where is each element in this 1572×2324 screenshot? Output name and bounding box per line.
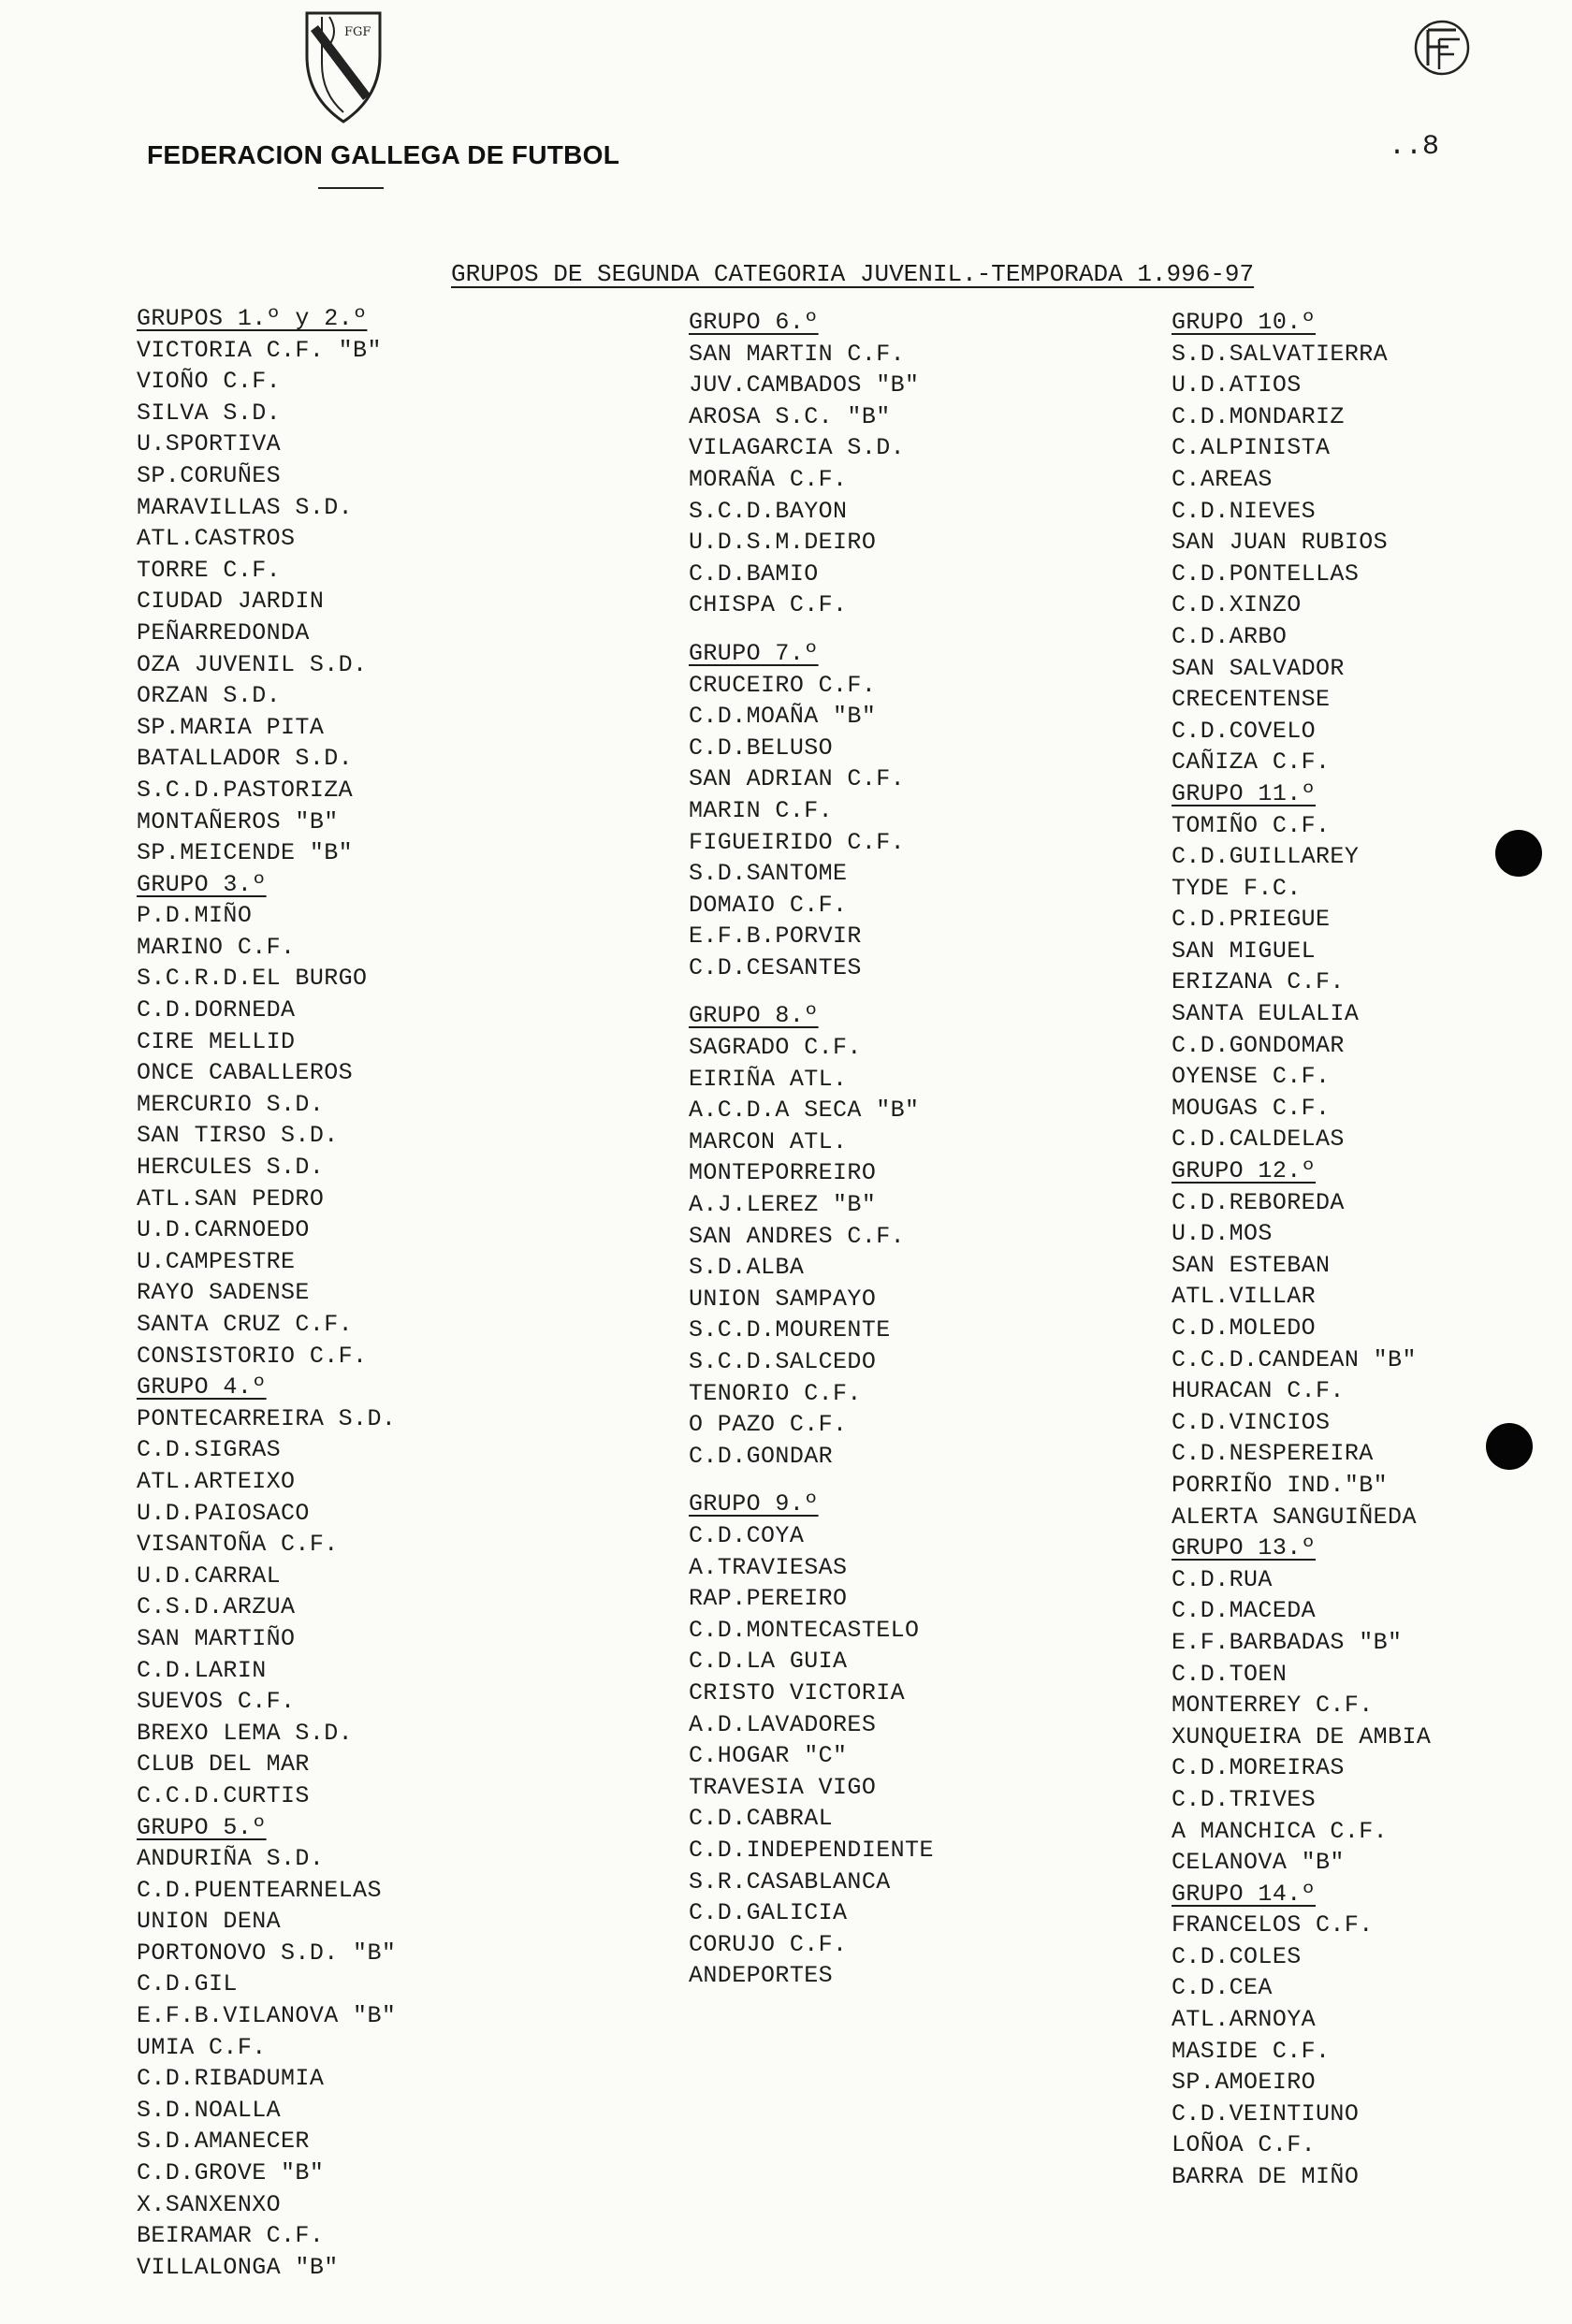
federation-shield-icon: [301, 7, 386, 127]
team-entry: FIGUEIRIDO C.F.: [689, 828, 906, 856]
team-entry: CAÑIZA C.F.: [1172, 748, 1331, 777]
team-entry: C.D.CEA: [1172, 1974, 1273, 2002]
team-entry: C.D.VINCIOS: [1172, 1408, 1331, 1436]
group-title: GRUPO 13.º: [1172, 1534, 1317, 1562]
team-entry: TRAVESIA VIGO: [689, 1773, 877, 1801]
team-entry: CELANOVA "B": [1172, 1849, 1345, 1877]
team-entry: SILVA S.D.: [137, 399, 282, 427]
team-entry: OZA JUVENIL S.D.: [137, 650, 368, 678]
team-entry: SAN MARTIN C.F.: [689, 340, 906, 368]
group-title: GRUPO 10.º: [1172, 309, 1317, 336]
group-title: GRUPO 7.º: [689, 639, 819, 667]
team-entry: S.C.D.PASTORIZA: [137, 776, 354, 804]
team-entry: ANDURIÑA S.D.: [137, 1845, 325, 1873]
team-entry: SAN SALVADOR: [1172, 654, 1345, 682]
team-entry: MARIN C.F.: [689, 796, 834, 824]
team-entry: U.D.CARRAL: [137, 1561, 282, 1590]
team-entry: TOMIÑO C.F.: [1172, 811, 1331, 839]
team-entry: PONTECARREIRA S.D.: [137, 1404, 397, 1432]
team-entry: TORRE C.F.: [137, 556, 282, 584]
group-11: [1172, 778, 1431, 1155]
team-entry: VISANTOÑA C.F.: [137, 1531, 339, 1559]
team-entry: UNION SAMPAYO: [689, 1285, 877, 1313]
team-entry: A.C.D.A SECA "B": [689, 1097, 920, 1125]
team-entry: U.D.S.M.DEIRO: [689, 529, 877, 557]
group-12: [1172, 1155, 1431, 1532]
team-entry: PEÑARREDONDA: [137, 618, 310, 646]
team-entry: ERIZANA C.F.: [1172, 968, 1345, 996]
team-entry: ATL.VILLAR: [1172, 1283, 1317, 1311]
team-entry: S.D.SANTOME: [689, 860, 848, 888]
team-entry: C.D.TOEN: [1172, 1660, 1288, 1688]
team-entry: C.D.PRIEGUE: [1172, 906, 1331, 934]
team-entry: BREXO LEMA S.D.: [137, 1719, 354, 1747]
group-10: [1172, 307, 1431, 778]
team-entry: ANDEPORTES: [689, 1962, 834, 1990]
team-entry: C.S.D.ARZUA: [137, 1593, 296, 1621]
team-entry: C.D.SIGRAS: [137, 1436, 282, 1464]
team-entry: VILLALONGA "B": [137, 2253, 339, 2281]
team-entry: C.D.VEINTIUNO: [1172, 2099, 1360, 2128]
team-entry: C.ALPINISTA: [1172, 434, 1331, 462]
team-entry: SAGRADO C.F.: [689, 1034, 862, 1062]
team-entry: SAN ANDRES C.F.: [689, 1222, 906, 1250]
team-entry: SP.CORUÑES: [137, 461, 282, 489]
team-entry: SAN JUAN RUBIOS: [1172, 529, 1389, 557]
team-entry: SAN MARTIÑO: [137, 1624, 296, 1652]
group-14: [1172, 1879, 1431, 2193]
group-3: [137, 869, 396, 1373]
team-entry: CRISTO VICTORIA: [689, 1678, 906, 1707]
team-entry: C.D.NIEVES: [1172, 497, 1317, 525]
team-entry: S.C.D.MOURENTE: [689, 1316, 891, 1344]
team-entry: SAN ESTEBAN: [1172, 1251, 1331, 1279]
team-entry: C.D.DORNEDA: [137, 996, 296, 1024]
team-entry: A.TRAVIESAS: [689, 1553, 848, 1581]
team-entry: C.D.INDEPENDIENTE: [689, 1836, 934, 1864]
team-entry: C.D.MONDARIZ: [1172, 402, 1345, 430]
team-entry: CONSISTORIO C.F.: [137, 1342, 368, 1370]
team-entry: DOMAIO C.F.: [689, 891, 848, 919]
team-entry: SP.MARIA PITA: [137, 713, 325, 741]
team-entry: U.D.ATIOS: [1172, 371, 1302, 399]
team-entry: RAP.PEREIRO: [689, 1585, 848, 1613]
team-entry: CHISPA C.F.: [689, 591, 848, 619]
team-entry: BARRA DE MIÑO: [1172, 2163, 1360, 2191]
team-entry: FRANCELOS C.F.: [1172, 1911, 1374, 1939]
organization-underline: [318, 187, 384, 189]
group-title: GRUPO 14.º: [1172, 1880, 1317, 1908]
team-entry: EIRIÑA ATL.: [689, 1065, 848, 1093]
team-entry: C.C.D.CANDEAN "B": [1172, 1345, 1417, 1373]
team-entry: S.C.D.SALCEDO: [689, 1348, 877, 1375]
team-entry: C.D.BELUSO: [689, 734, 834, 762]
team-entry: OYENSE C.F.: [1172, 1063, 1331, 1091]
team-entry: S.D.SALVATIERRA: [1172, 340, 1389, 368]
group-title: GRUPO 11.º: [1172, 779, 1317, 807]
team-entry: E.F.BARBADAS "B": [1172, 1628, 1403, 1656]
team-entry: E.F.B.VILANOVA "B": [137, 2002, 397, 2030]
team-entry: VILAGARCIA S.D.: [689, 434, 906, 462]
team-entry: VICTORIA C.F. "B": [137, 336, 382, 364]
team-entry: C.D.TRIVES: [1172, 1785, 1317, 1813]
team-entry: MORAÑA C.F.: [689, 465, 848, 493]
team-entry: C.D.LARIN: [137, 1656, 267, 1684]
team-entry: XUNQUEIRA DE AMBIA: [1172, 1722, 1432, 1750]
group-7: [689, 638, 934, 984]
team-entry: ATL.SAN PEDRO: [137, 1184, 325, 1213]
team-entry: MONTEPORREIRO: [689, 1159, 877, 1187]
team-entry: CRECENTENSE: [1172, 686, 1331, 714]
team-entry: SUEVOS C.F.: [137, 1688, 296, 1716]
team-entry: C.D.GONDAR: [689, 1442, 834, 1470]
team-entry: SAN ADRIAN C.F.: [689, 765, 906, 793]
team-entry: S.R.CASABLANCA: [689, 1867, 891, 1896]
team-entry: C.D.MACEDA: [1172, 1597, 1317, 1625]
team-entry: S.C.R.D.EL BURGO: [137, 965, 368, 993]
team-entry: C.D.CALDELAS: [1172, 1126, 1345, 1154]
team-entry: P.D.MIÑO: [137, 902, 253, 930]
team-entry: ATL.CASTROS: [137, 525, 296, 553]
team-entry: U.CAMPESTRE: [137, 1247, 296, 1275]
team-entry: A MANCHICA C.F.: [1172, 1817, 1389, 1845]
team-entry: SAN TIRSO S.D.: [137, 1122, 339, 1150]
group-6: [689, 307, 934, 621]
team-entry: C.D.MOREIRAS: [1172, 1754, 1345, 1782]
team-entry: ALERTA SANGUIÑEDA: [1172, 1503, 1417, 1531]
team-entry: C.D.RIBADUMIA: [137, 2065, 325, 2093]
team-entry: E.F.B.PORVIR: [689, 922, 862, 951]
group-9: [689, 1489, 934, 1992]
team-entry: U.SPORTIVA: [137, 430, 282, 458]
team-entry: C.D.CESANTES: [689, 953, 862, 981]
group-title: GRUPO 5.º: [137, 1813, 267, 1841]
team-entry: U.D.PAIOSACO: [137, 1499, 310, 1527]
team-entry: C.C.D.CURTIS: [137, 1781, 310, 1809]
team-entry: C.D.CABRAL: [689, 1805, 834, 1833]
column-2: [689, 307, 934, 1992]
group-title: GRUPO 12.º: [1172, 1157, 1317, 1185]
team-entry: CRUCEIRO C.F.: [689, 671, 877, 699]
group-title: GRUPOS 1.º y 2.º: [137, 305, 368, 332]
team-entry: BEIRAMAR C.F.: [137, 2222, 325, 2250]
team-entry: A.J.LEREZ "B": [689, 1191, 877, 1219]
team-entry: AROSA S.C. "B": [689, 402, 891, 430]
team-entry: C.D.XINZO: [1172, 591, 1302, 619]
team-entry: CIRE MELLID: [137, 1027, 296, 1055]
team-entry: S.D.NOALLA: [137, 2096, 282, 2124]
team-entry: SP.AMOEIRO: [1172, 2069, 1317, 2097]
team-entry: SP.MEICENDE "B": [137, 839, 354, 867]
team-entry: U.D.CARNOEDO: [137, 1216, 310, 1244]
team-entry: C.D.COVELO: [1172, 717, 1317, 745]
team-entry: SANTA CRUZ C.F.: [137, 1311, 354, 1338]
team-entry: MONTERREY C.F.: [1172, 1692, 1374, 1720]
team-entry: MARAVILLAS S.D.: [137, 493, 354, 521]
team-entry: PORTONOVO S.D. "B": [137, 1939, 397, 1967]
group-8: [689, 1000, 934, 1472]
team-entry: C.D.PUENTEARNELAS: [137, 1876, 382, 1904]
team-entry: C.D.GIL: [137, 1970, 238, 1998]
team-entry: PORRIÑO IND."B": [1172, 1471, 1389, 1499]
team-entry: RAYO SADENSE: [137, 1279, 310, 1307]
group-title: GRUPO 8.º: [689, 1002, 819, 1030]
team-entry: C.D.MONTECASTELO: [689, 1616, 920, 1644]
team-entry: JUV.CAMBADOS "B": [689, 371, 920, 399]
team-entry: A.D.LAVADORES: [689, 1710, 877, 1738]
team-entry: C.D.COYA: [689, 1521, 805, 1549]
team-entry: VIOÑO C.F.: [137, 368, 282, 396]
team-entry: MOUGAS C.F.: [1172, 1094, 1331, 1122]
group-5: [137, 1812, 396, 2284]
team-entry: C.D.GROVE "B": [137, 2159, 325, 2187]
team-entry: C.HOGAR "C": [689, 1742, 848, 1770]
team-entry: MARCON ATL.: [689, 1127, 848, 1155]
page-number: ..8: [1389, 131, 1440, 163]
team-entry: TYDE F.C.: [1172, 874, 1302, 902]
team-entry: LOÑOA C.F.: [1172, 2131, 1317, 2159]
team-entry: C.D.GUILLAREY: [1172, 843, 1360, 871]
team-entry: ATL.ARNOYA: [1172, 2006, 1317, 2034]
punch-hole: [1495, 830, 1542, 877]
group-13: [1172, 1532, 1431, 1879]
team-entry: C.D.REBOREDA: [1172, 1188, 1345, 1216]
organization-name: FEDERACION GALLEGA DE FUTBOL: [147, 140, 620, 169]
team-entry: C.D.MOLEDO: [1172, 1315, 1317, 1342]
team-entry: S.D.ALBA: [689, 1254, 805, 1282]
team-entry: MERCURIO S.D.: [137, 1090, 325, 1118]
team-entry: X.SANXENXO: [137, 2190, 282, 2218]
group-title: GRUPO 3.º: [137, 870, 267, 898]
punch-hole: [1486, 1423, 1533, 1470]
group-title: GRUPO 9.º: [689, 1490, 819, 1518]
team-entry: ATL.ARTEIXO: [137, 1467, 296, 1495]
team-entry: C.D.GONDOMAR: [1172, 1031, 1345, 1059]
team-entry: TENORIO C.F.: [689, 1379, 862, 1407]
team-entry: S.D.AMANECER: [137, 2128, 310, 2156]
team-entry: U.D.MOS: [1172, 1220, 1273, 1248]
team-entry: C.D.PONTELLAS: [1172, 559, 1360, 588]
team-entry: UNION DENA: [137, 1908, 282, 1936]
team-entry: S.C.D.BAYON: [689, 497, 848, 525]
group-title: GRUPO 6.º: [689, 309, 819, 336]
group-1-2: [137, 303, 396, 869]
team-entry: ORZAN S.D.: [137, 682, 282, 710]
team-entry: CIUDAD JARDIN: [137, 588, 325, 616]
document-title: GRUPOS DE SEGUNDA CATEGORIA JUVENIL.-TEMPORADA 1.996-97: [451, 260, 1255, 288]
team-entry: BATALLADOR S.D.: [137, 745, 354, 773]
team-entry: CORUJO C.F.: [689, 1930, 848, 1958]
group-title: GRUPO 4.º: [137, 1373, 267, 1402]
team-entry: ONCE CABALLEROS: [137, 1059, 354, 1087]
team-entry: MARINO C.F.: [137, 933, 296, 961]
team-entry: C.D.COLES: [1172, 1942, 1302, 1970]
svg-text:FGF: FGF: [344, 25, 371, 39]
team-entry: C.D.MOAÑA "B": [689, 703, 877, 731]
team-entry: C.D.NESPEREIRA: [1172, 1440, 1374, 1468]
team-entry: MONTAÑEROS "B": [137, 807, 339, 835]
column-1: [137, 303, 396, 2283]
team-entry: UMIA C.F.: [137, 2033, 267, 2061]
team-entry: C.D.GALICIA: [689, 1899, 848, 1927]
team-entry: MASIDE C.F.: [1172, 2037, 1331, 2065]
team-entry: C.D.LA GUIA: [689, 1648, 848, 1676]
team-entry: O PAZO C.F.: [689, 1411, 848, 1439]
team-entry: C.D.RUA: [1172, 1565, 1273, 1593]
team-entry: SANTA EULALIA: [1172, 1000, 1360, 1028]
team-entry: C.D.BAMIO: [689, 559, 819, 588]
team-entry: CLUB DEL MAR: [137, 1750, 310, 1779]
column-3: [1172, 307, 1431, 2193]
team-entry: C.D.ARBO: [1172, 622, 1288, 650]
federation-monogram-icon: [1411, 17, 1473, 79]
group-4: [137, 1372, 396, 1811]
team-entry: HURACAN C.F.: [1172, 1377, 1345, 1405]
team-entry: HERCULES S.D.: [137, 1154, 325, 1182]
team-entry: C.AREAS: [1172, 465, 1273, 493]
team-entry: SAN MIGUEL: [1172, 937, 1317, 965]
